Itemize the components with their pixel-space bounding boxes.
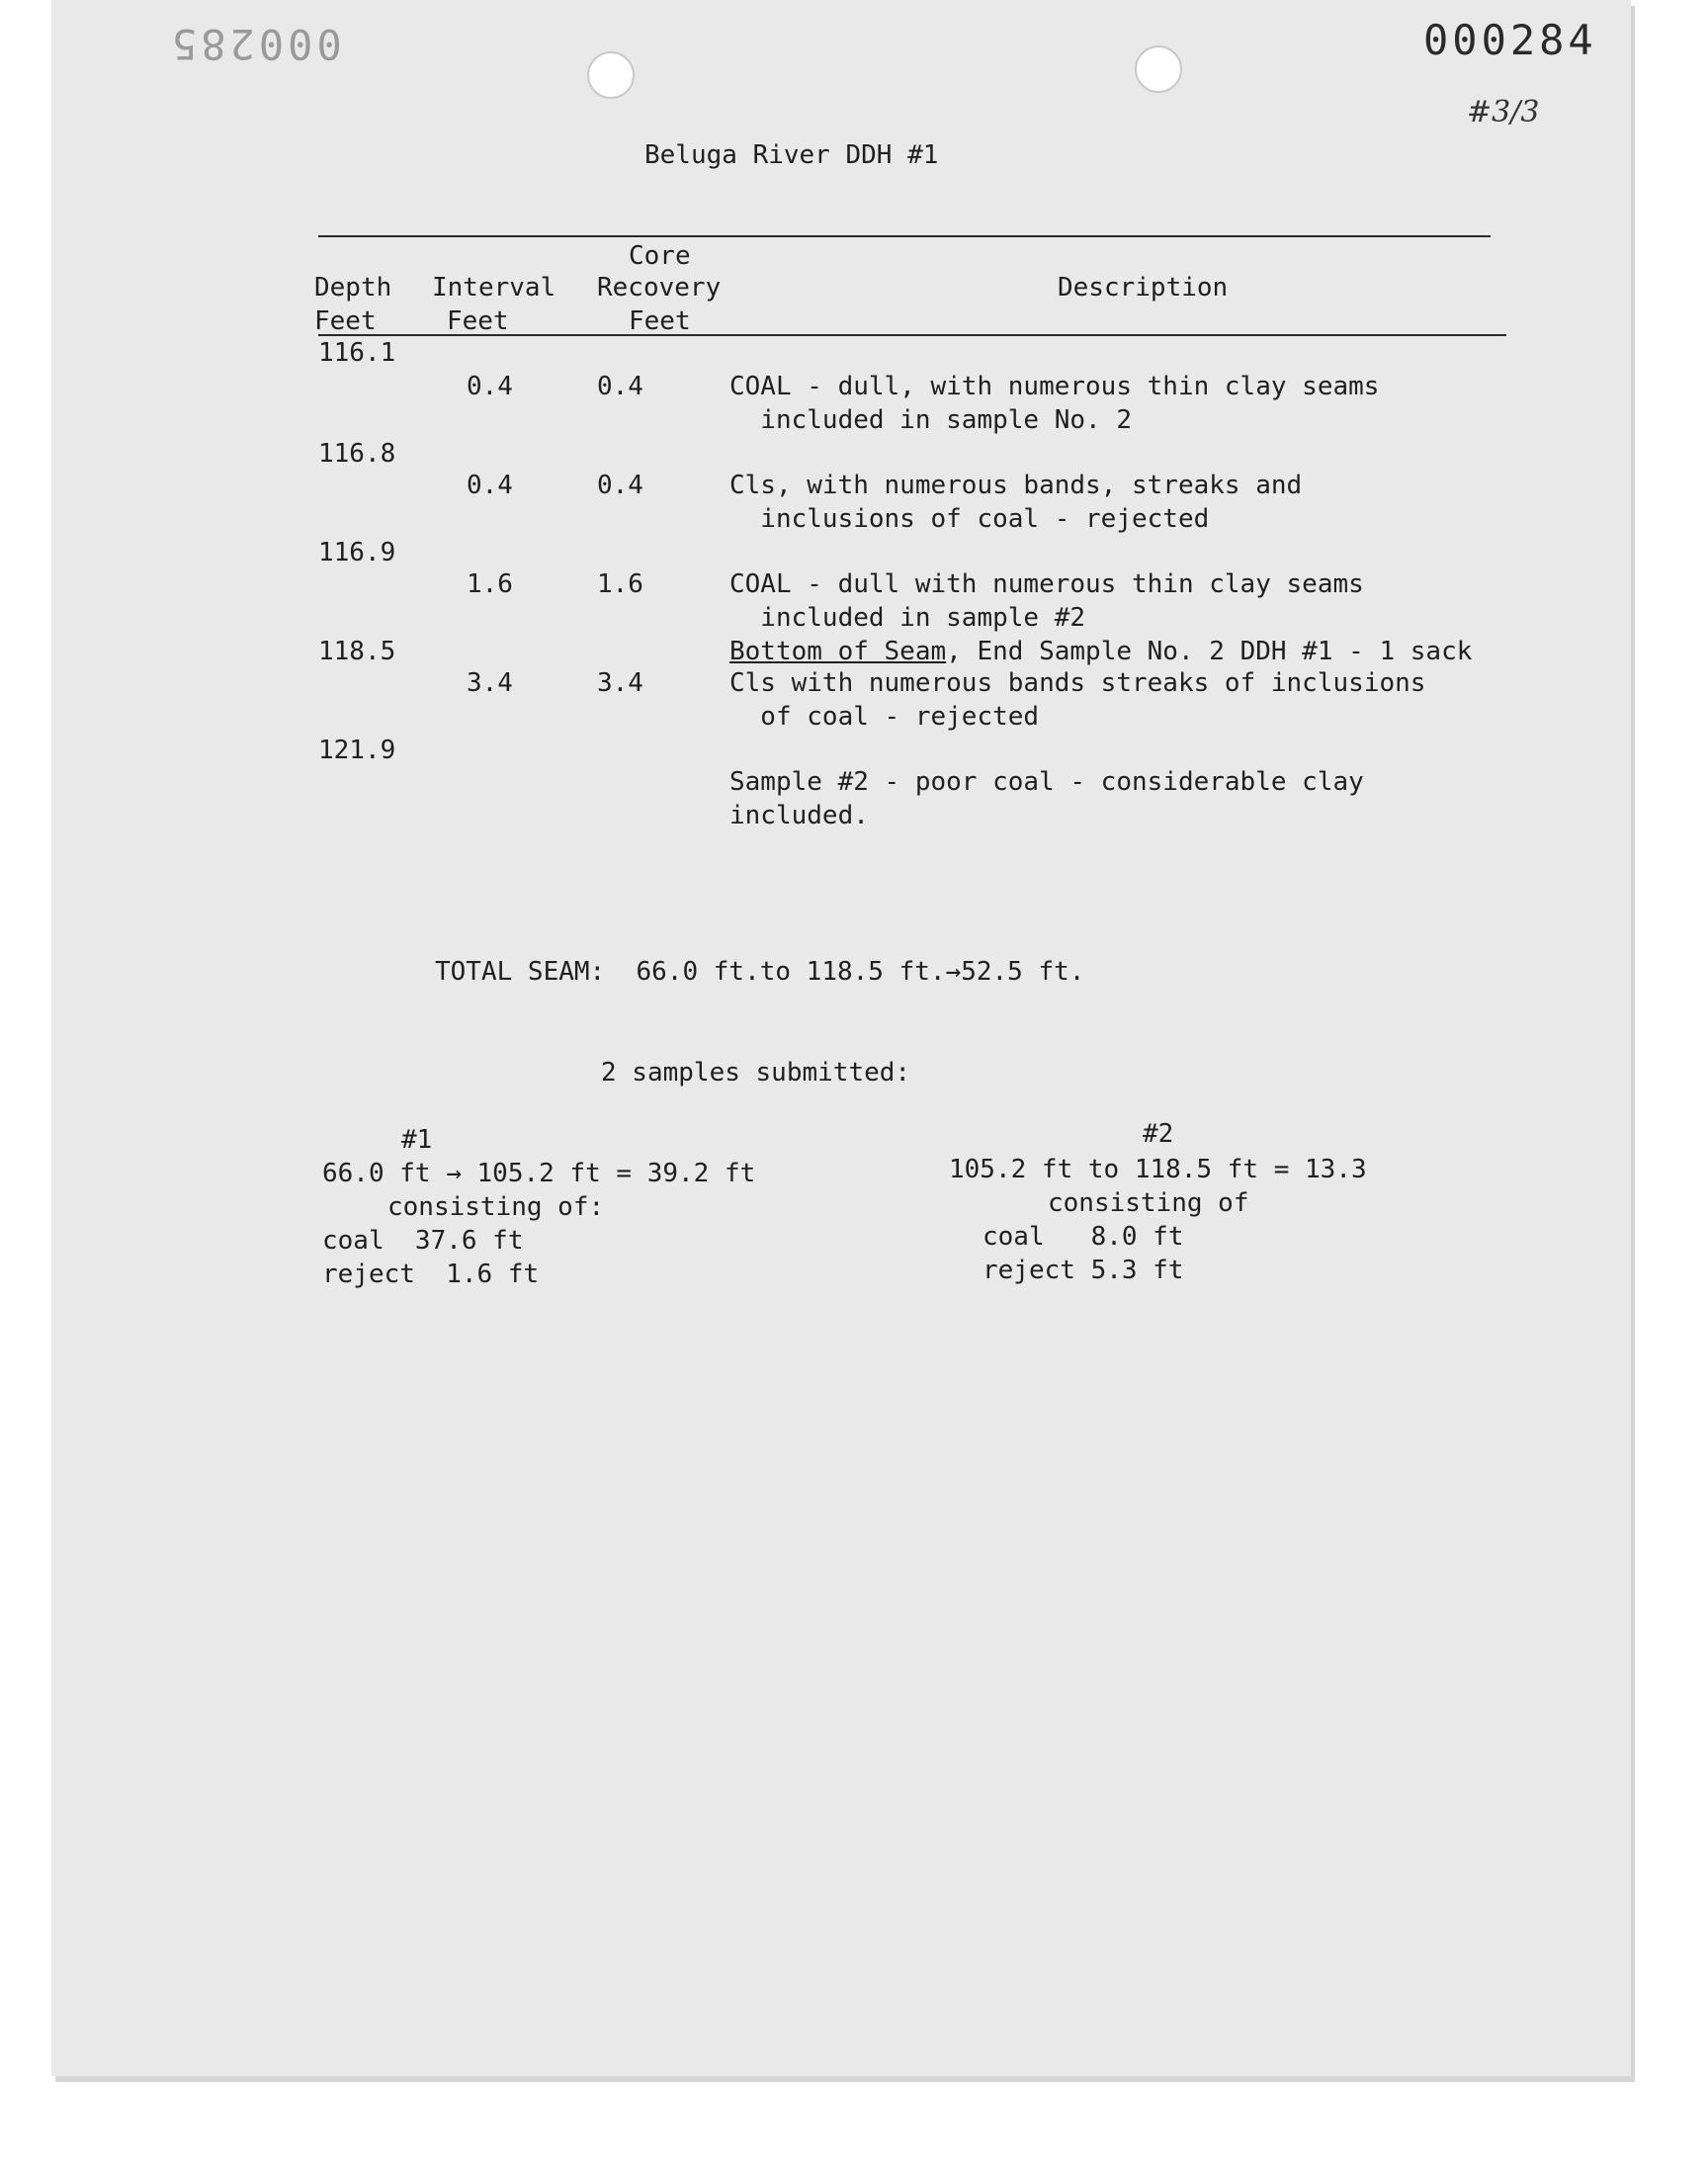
sample-1-label: #1 xyxy=(401,1125,433,1155)
description-line: Bottom of Seam, End Sample No. 2 DDH #1 - 1 sack xyxy=(729,637,1473,666)
header-core-unit: Feet xyxy=(629,306,691,336)
core-cell: 0.4 xyxy=(597,372,643,401)
description-line: COAL - dull, with numerous thin clay seams xyxy=(729,372,1380,401)
sample-1-reject: reject 1.6 ft xyxy=(322,1260,540,1289)
core-cell: 1.6 xyxy=(597,569,643,599)
header-core: Core xyxy=(629,241,691,271)
interval-cell: 3.4 xyxy=(467,668,513,698)
description-line: of coal - rejected xyxy=(729,702,1040,732)
description-line: included in sample No. 2 xyxy=(729,405,1132,435)
description-line: Cls, with numerous bands, streaks and xyxy=(729,471,1303,500)
header-depth-unit: Feet xyxy=(314,306,377,336)
description-line: included. xyxy=(729,801,869,830)
bottom-of-seam-underlined: Bottom of Seam xyxy=(729,637,947,666)
punch-hole-left xyxy=(587,51,635,99)
depth-cell: 116.8 xyxy=(318,439,396,469)
samples-submitted-line: 2 samples submitted: xyxy=(601,1058,911,1088)
depth-cell: 116.9 xyxy=(318,538,396,567)
sample-2-reject: reject 5.3 ft xyxy=(982,1256,1184,1285)
table-top-rule xyxy=(318,235,1491,237)
description-line: Cls with numerous bands streaks of inclusions xyxy=(729,668,1426,698)
core-cell: 3.4 xyxy=(597,668,643,698)
document-page xyxy=(51,0,1631,2076)
depth-cell: 118.5 xyxy=(318,637,396,666)
description-line: included in sample #2 xyxy=(729,603,1086,633)
description-line: COAL - dull with numerous thin clay seams xyxy=(729,569,1364,599)
header-interval-unit: Feet xyxy=(447,306,509,336)
sample-1-coal: coal 37.6 ft xyxy=(322,1226,524,1256)
sample-2-label: #2 xyxy=(1143,1119,1174,1149)
total-seam-line: TOTAL SEAM: 66.0 ft.to 118.5 ft.→52.5 ft. xyxy=(435,957,1085,987)
page-stamp-number: 000284 xyxy=(1423,16,1597,64)
depth-cell: 121.9 xyxy=(318,736,396,765)
core-cell: 0.4 xyxy=(597,471,643,500)
sample-1-range: 66.0 ft → 105.2 ft = 39.2 ft xyxy=(322,1159,756,1188)
depth-cell: 116.1 xyxy=(318,338,396,368)
interval-cell: 1.6 xyxy=(467,569,513,599)
header-interval: Interval xyxy=(432,273,556,303)
punch-hole-right xyxy=(1135,45,1182,93)
handwritten-page-note: #3/3 xyxy=(1467,95,1540,130)
description-line: Sample #2 - poor coal - considerable clay xyxy=(729,767,1364,797)
document-title: Beluga River DDH #1 xyxy=(644,140,939,170)
sample-2-coal: coal 8.0 ft xyxy=(982,1222,1184,1252)
header-description: Description xyxy=(1058,273,1229,303)
bleedthrough-stamp: 000285 xyxy=(168,20,342,68)
sample-2-range: 105.2 ft to 118.5 ft = 13.3 xyxy=(949,1155,1367,1184)
interval-cell: 0.4 xyxy=(467,372,513,401)
interval-cell: 0.4 xyxy=(467,471,513,500)
header-depth: Depth xyxy=(314,273,392,303)
sample-1-consisting: consisting of: xyxy=(387,1192,605,1222)
description-line: inclusions of coal - rejected xyxy=(729,504,1210,534)
sample-2-consisting: consisting of xyxy=(1048,1188,1249,1218)
header-recovery: Recovery xyxy=(597,273,722,303)
